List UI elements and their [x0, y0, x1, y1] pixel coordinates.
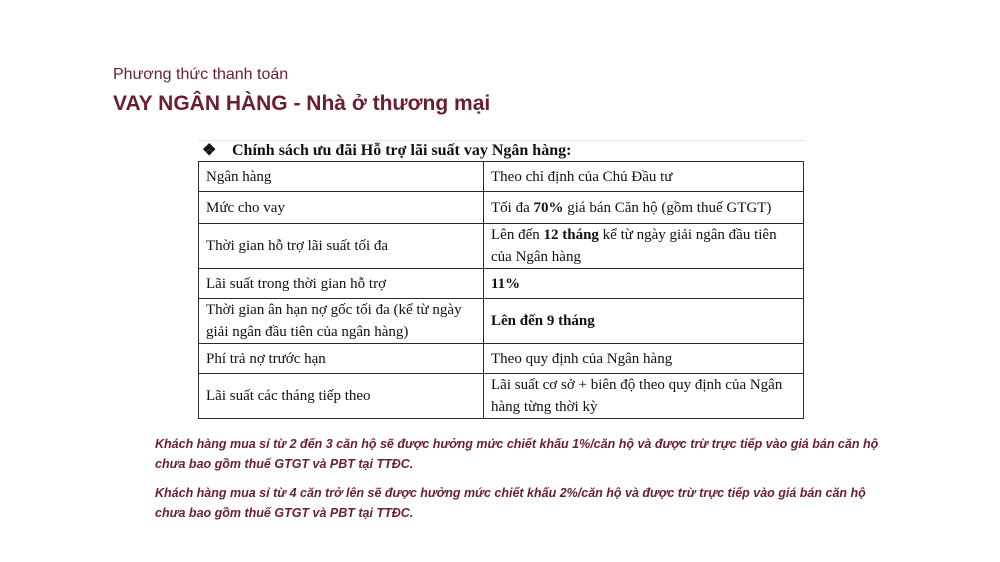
value-text: Lên đến: [491, 227, 544, 243]
row-value: [484, 269, 804, 299]
row-value: [484, 344, 804, 374]
value-text: giá bán Căn hộ (gồm thuế GTGT): [563, 199, 772, 216]
row-label: Lãi suất trong thời gian hỗ trợ: [199, 269, 484, 299]
row-label: Lãi suất các tháng tiếp theo: [199, 374, 484, 419]
value-text: Theo quy định của Ngân hàng: [491, 350, 673, 367]
row-value: [484, 299, 804, 344]
section-subtitle: Phương thức thanh toán: [113, 66, 289, 83]
table-row: [199, 162, 804, 192]
row-label: Thời gian hỗ trợ lãi suất tối đa: [199, 224, 484, 269]
row-label: Ngân hàng: [199, 162, 484, 192]
value-text: Lãi suất cơ sở + biên độ theo quy định của Ngân hàng từng thời kỳ: [491, 377, 783, 415]
value-text: Theo chỉ định của Chủ Đầu tư: [491, 168, 673, 185]
row-value: [484, 374, 804, 419]
value-text: Tối đa: [491, 199, 534, 216]
table-row: [199, 224, 804, 269]
table-row: [199, 299, 804, 344]
row-value: [484, 192, 804, 224]
table-row: [199, 269, 804, 299]
policy-heading: [198, 140, 804, 161]
discount-note-2: Khách hàng mua sỉ từ 4 căn trở lên sẽ được hưởng mức chiết khấu 2%/căn hộ và được trừ trực tiếp vào giá bán căn hộ chưa bao gồm thuế GTGT và PBT tại TTĐC.: [155, 486, 866, 520]
value-text: kể từ ngày giải ngân đầu tiên của Ngân hàng: [491, 227, 777, 265]
table-row: [199, 344, 804, 374]
value-emphasis: Lên đến 9 tháng: [491, 313, 595, 329]
row-label: Mức cho vay: [199, 192, 484, 224]
policy-heading-text: Chính sách ưu đãi Hỗ trợ lãi suất vay Ngân hàng:: [232, 142, 572, 159]
policy-table: [198, 161, 804, 419]
row-label: Phí trả nợ trước hạn: [199, 344, 484, 374]
value-emphasis: 11%: [491, 275, 521, 292]
row-value: [484, 162, 804, 192]
page-title: VAY NGÂN HÀNG - Nhà ở thương mại: [113, 92, 491, 115]
discount-note-1: Khách hàng mua sỉ từ 2 đến 3 căn hộ sẽ được hưởng mức chiết khấu 1%/căn hộ và được trừ trực tiếp vào giá bán căn hộ chưa bao gồm thuế GTGT và PBT tại TTĐC.: [155, 437, 879, 471]
value-emphasis: 12 tháng: [543, 227, 599, 243]
table-row: [199, 374, 804, 419]
row-value: [484, 224, 804, 269]
table-row: [199, 192, 804, 224]
policy-section: [198, 140, 804, 419]
value-emphasis: 70%: [533, 199, 564, 216]
row-label: Thời gian ân hạn nợ gốc tối đa (kể từ ngày giải ngân đầu tiên của ngân hàng): [199, 299, 484, 344]
diamond-bullet-icon: ❖: [202, 142, 217, 159]
